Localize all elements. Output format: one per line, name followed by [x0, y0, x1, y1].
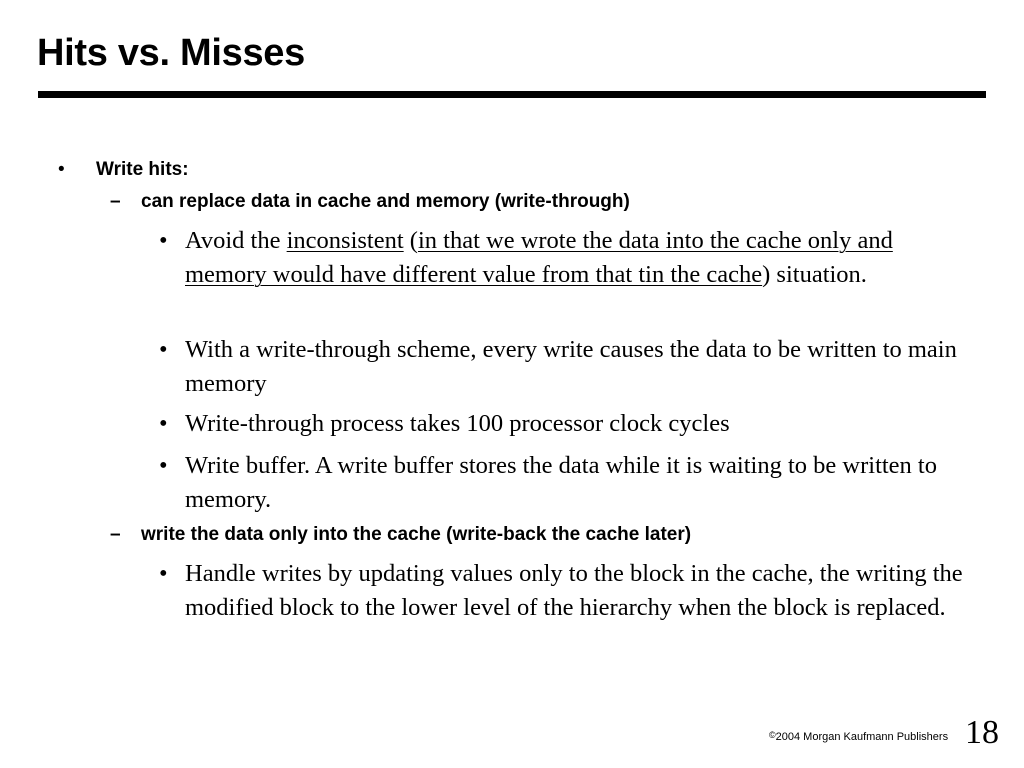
page-number: 18 [965, 714, 999, 751]
write-hits-heading: Write hits: [96, 159, 189, 180]
footer-copyright [769, 728, 948, 744]
open-paren: ( [403, 227, 418, 254]
publisher-text: 2004 Morgan Kaufmann Publishers [775, 731, 949, 743]
slide-title: Hits vs. Misses [37, 32, 305, 74]
write-back-label: write the data only into the cache (write-back the cache later) [141, 524, 692, 545]
bullet-marker: • [159, 410, 168, 437]
bullet-marker: • [159, 227, 168, 254]
bullet-marker: • [159, 452, 168, 479]
point-text: Write-through process takes 100 processor clock cycles [185, 410, 730, 437]
inconsistent-term: inconsistent [286, 227, 404, 254]
point-write-buffer [159, 449, 969, 517]
sub-bullet-write-back [110, 522, 691, 548]
dash-marker: – [110, 191, 121, 212]
point-text: With a write-through scheme, every write causes the data to be written to main memory [185, 336, 957, 397]
dash-marker: – [110, 524, 121, 545]
avoid-prefix: Avoid the [185, 227, 287, 254]
bullet-write-hits [58, 157, 189, 183]
point-every-write [159, 333, 969, 401]
point-text: Write buffer. A write buffer stores the data while it is waiting to be written to memory. [185, 452, 937, 513]
sub-bullet-write-through [110, 189, 630, 215]
avoid-suffix: ) situation. [762, 261, 867, 288]
point-clock-cycles [159, 407, 969, 441]
point-avoid-inconsistent [159, 224, 969, 292]
point-handle-writes [159, 557, 969, 625]
bullet-marker: • [159, 560, 168, 587]
copyright-symbol: © [769, 730, 776, 740]
bullet-marker: • [159, 336, 168, 363]
point-text [185, 224, 969, 292]
point-text: Handle writes by updating values only to the block in the cache, the writing the modified block to the lower level of the hierarchy when the block is replaced. [185, 560, 963, 621]
inconsistent-explanation: in that we wrote the data into the cache only and memory would have different value from that tin the cache [185, 227, 893, 288]
write-through-label: can replace data in cache and memory (write-through) [141, 191, 630, 212]
bullet-marker: • [58, 159, 65, 180]
